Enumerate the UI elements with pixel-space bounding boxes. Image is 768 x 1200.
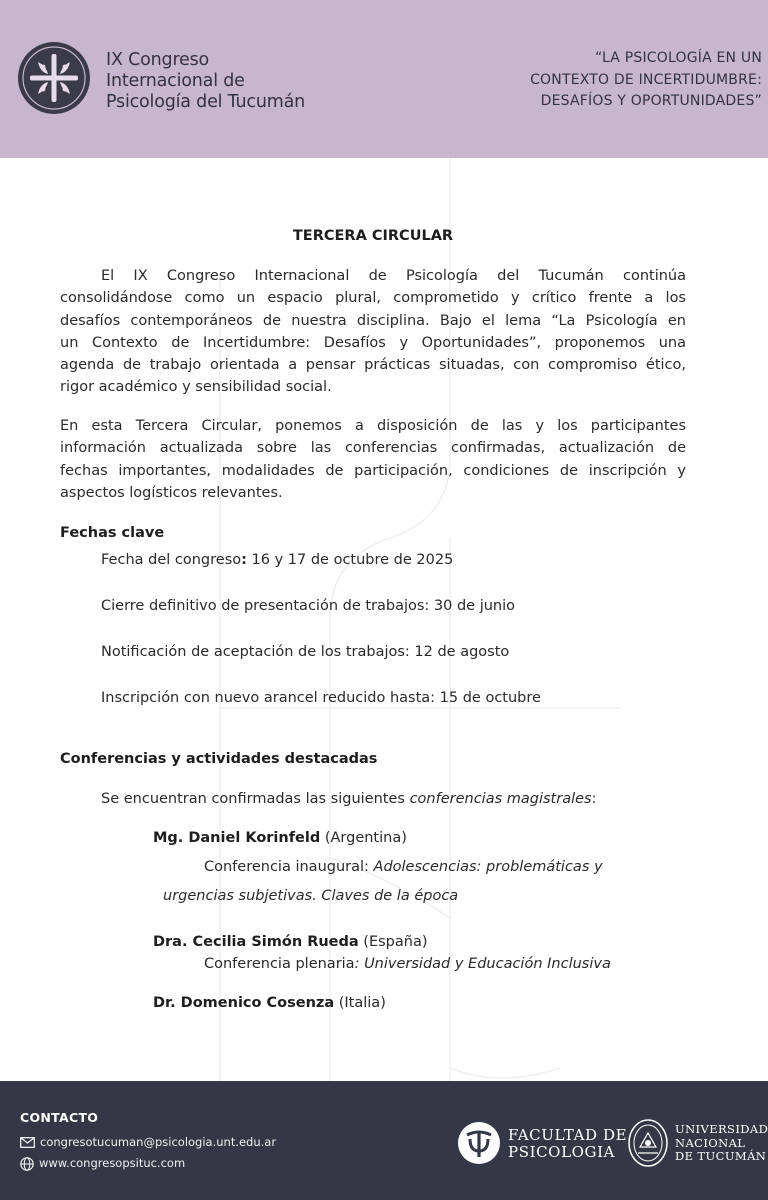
talk-simon-rueda (204, 956, 611, 972)
intro-line: El IX Congreso Internacional de Psicología del Tucumán continúa (101, 268, 686, 284)
speaker-cosenza (153, 995, 386, 1011)
congress-date-value: 16 y 17 de octubre de 2025 (246, 552, 454, 568)
congress-logo-icon (16, 40, 92, 116)
mail-icon (20, 1137, 35, 1148)
conferences-intro-suffix: : (591, 791, 597, 807)
intro-line: agenda de trabajo orientada a pensar prácticas situadas, con compromiso ético, (60, 357, 686, 374)
key-dates-heading: Fechas clave (60, 525, 165, 541)
university-line1: UNIVERSIDAD (675, 1122, 768, 1136)
contact-heading: CONTACTO (20, 1110, 99, 1125)
speaker-country: (Argentina) (320, 830, 407, 846)
intro-line: rigor académico y sensibilidad social. (60, 379, 332, 396)
registration-date: Inscripción con nuevo arancel reducido hasta: 15 de octubre (101, 690, 541, 706)
congress-motto (462, 48, 762, 113)
conferences-heading: Conferencias y actividades destacadas (60, 751, 378, 767)
speaker-country: (Italia) (334, 995, 386, 1011)
speaker-korinfeld (153, 830, 407, 846)
university-line2: NACIONAL (675, 1135, 746, 1150)
faculty-name (508, 1127, 627, 1161)
talk-prefix: Conferencia inaugural: (204, 859, 374, 875)
second-line: En esta Tercera Circular, ponemos a disposición de las y los participantes (60, 418, 686, 434)
talk-title: : Universidad y Educación Inclusiva (354, 956, 611, 972)
intro-paragraph (60, 265, 686, 399)
second-line: fechas importantes, modalidades de participación, condiciones de inscripción y (60, 462, 686, 479)
page-footer (0, 1081, 768, 1200)
university-seal-icon (628, 1119, 668, 1167)
second-paragraph (60, 415, 686, 504)
notification-date: Notificación de aceptación de los trabajos: 12 de agosto (101, 644, 510, 660)
speaker-name: Dra. Cecilia Simón Rueda (153, 934, 359, 950)
contact-email[interactable]: congresotucuman@psicologia.unt.edu.ar (40, 1135, 277, 1149)
conferences-intro-italic: conferencias magistrales (409, 791, 592, 807)
second-line: aspectos logísticos relevantes. (60, 484, 283, 501)
congress-date (101, 552, 453, 568)
speaker-simon-rueda (153, 934, 428, 950)
intro-line: un Contexto de Incertidumbre: Desafíos y Oportunidades”, proponemos una (60, 334, 686, 351)
contact-website[interactable]: www.congresopsituc.com (39, 1156, 186, 1170)
talk-title: Adolescencias: problemáticas y (373, 859, 603, 875)
page-header (0, 0, 768, 158)
congress-title-line3: Psicología del Tucumán (106, 92, 305, 112)
faculty-line1: FACULTAD DE (508, 1126, 628, 1144)
speaker-name: Dr. Domenico Cosenza (153, 995, 335, 1011)
faculty-line2: PSICOLOGIA (508, 1143, 616, 1161)
faculty-logo-icon (457, 1121, 501, 1165)
talk-korinfeld-line2 (163, 888, 458, 904)
motto-line1: “LA PSICOLOGÍA EN UN (594, 50, 762, 66)
university-line3: DE TUCUMÁN (675, 1149, 767, 1163)
contact-email-row[interactable] (20, 1135, 276, 1149)
contact-website-row[interactable] (20, 1156, 185, 1171)
motto-line3: DESAFÍOS Y OPORTUNIDADES” (540, 93, 762, 109)
university-name (675, 1123, 768, 1164)
intro-line: desafíos contemporáneos de nuestra disciplina. Bajo el lema “La Psicología en (60, 312, 686, 329)
speaker-name: Mg. Daniel Korinfeld (153, 830, 321, 846)
congress-title-line2: Internacional de (106, 71, 245, 91)
intro-line: consolidándose como un espacio plural, comprometido y crítico frente a los (60, 290, 686, 307)
conferences-intro (101, 791, 596, 807)
speaker-country: (España) (358, 934, 428, 950)
congress-title-line1: IX Congreso (106, 50, 210, 70)
talk-korinfeld-line1 (204, 859, 603, 875)
talk-title-continued: urgencias subjetivas. Claves de la época (163, 888, 459, 904)
submission-close-date: Cierre definitivo de presentación de trabajos: 30 de junio (101, 598, 516, 614)
talk-prefix: Conferencia plenaria (204, 956, 355, 972)
congress-title (106, 50, 305, 113)
congress-date-label: Fecha del congreso (101, 552, 242, 568)
conferences-intro-prefix: Se encuentran confirmadas las siguientes (101, 791, 410, 807)
congress-date-colon: : (241, 552, 247, 568)
document-title: TERCERA CIRCULAR (292, 228, 454, 244)
second-line: información actualizada sobre las conferencias confirmadas, actualización de (60, 440, 686, 457)
globe-icon (20, 1157, 34, 1171)
motto-line2: CONTEXTO DE INCERTIDUMBRE: (530, 71, 762, 88)
